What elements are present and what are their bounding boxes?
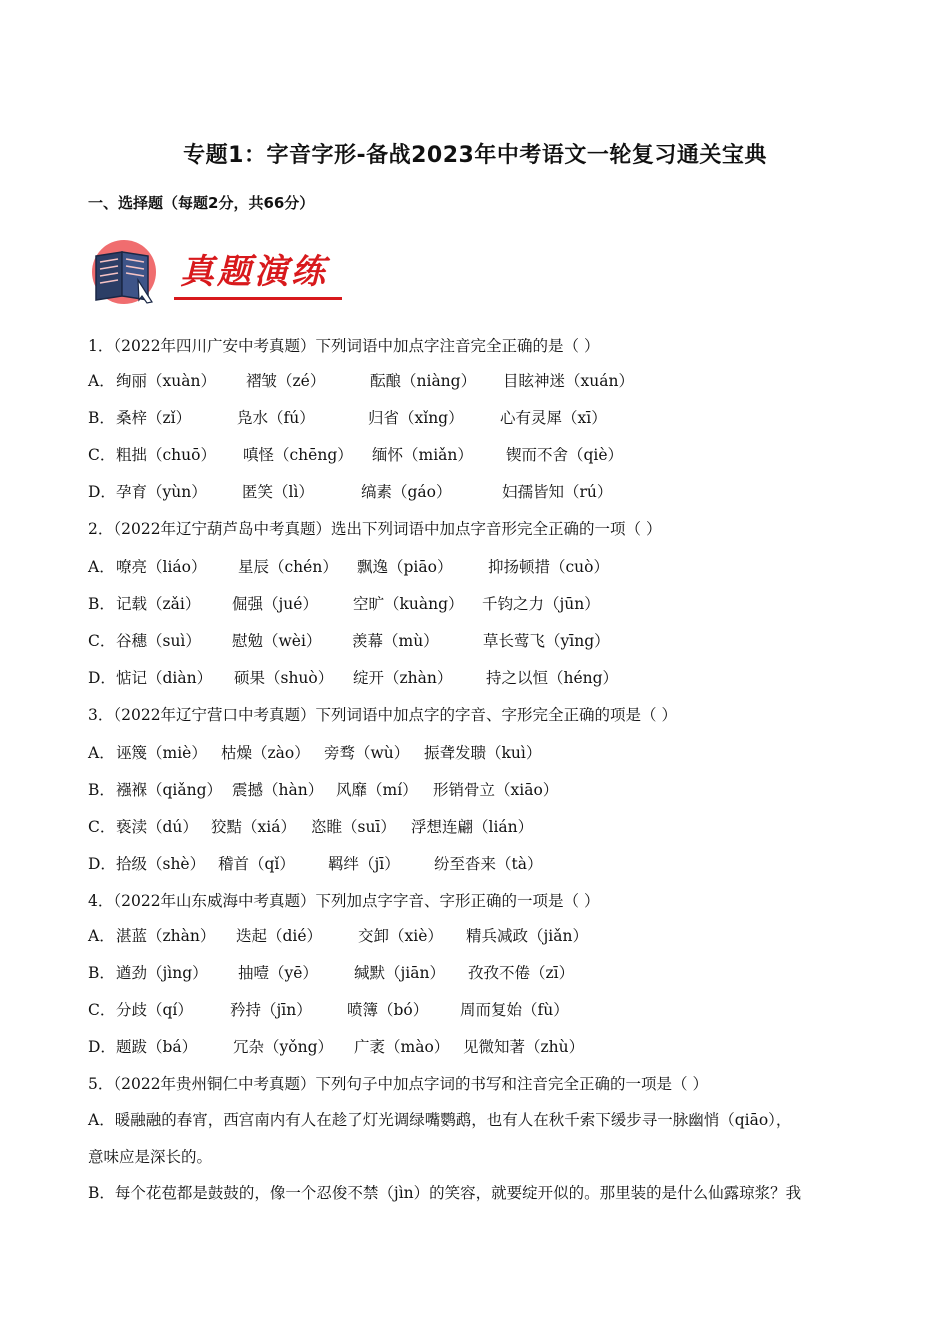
question-stem: 4．（2022年山东威海中考真题）下列加点字字音、字形正确的一项是（ ）: [88, 892, 600, 910]
option-term: 凫水（fú）: [237, 409, 315, 427]
section-heading: 一、选择题（每题2分，共66分）: [88, 194, 315, 212]
option-letter: C．: [88, 1001, 116, 1019]
option-term: 湛蓝（zhàn）: [116, 927, 216, 945]
option-term: 粗拙（chuō）: [116, 446, 216, 464]
page-title: 专题1：字音字形-备战2023年中考语文一轮复习通关宝典: [183, 143, 767, 168]
option-letter: A．: [88, 744, 115, 762]
option-term: 抽噎（yē）: [238, 964, 318, 982]
banner-underline: [174, 297, 342, 300]
option-term: 精兵减政（jiǎn）: [466, 927, 588, 945]
option-term: 矜持（jīn）: [230, 1001, 312, 1019]
banner: [86, 238, 356, 310]
option-term: 恣睢（suī）: [311, 818, 396, 836]
option-term: 缄默（jiān）: [354, 964, 445, 982]
option-letter: C．: [88, 446, 116, 464]
option-paragraph: 意味应是深长的。: [88, 1148, 213, 1166]
option-term: 震撼（hàn）: [232, 781, 324, 799]
banner-title: 真题演练: [180, 252, 328, 292]
option-term: 惦记（diàn）: [116, 669, 213, 687]
option-term: 桑梓（zǐ）: [116, 409, 192, 427]
option-term: 硕果（shuò）: [234, 669, 334, 687]
option-letter: D．: [88, 855, 116, 873]
option-term: 缟素（gáo）: [361, 483, 452, 501]
option-term: 诬篾（miè）: [116, 744, 207, 762]
option-term: 心有灵犀（xī）: [500, 409, 607, 427]
option-term: 旁骛（wù）: [324, 744, 410, 762]
option-term: 分歧（qí）: [116, 1001, 193, 1019]
option-term: 目眩神迷（xuán）: [503, 372, 634, 390]
option-letter: C．: [88, 818, 116, 836]
option-letter: A．: [88, 927, 115, 945]
question-stem: 5．（2022年贵州铜仁中考真题）下列句子中加点字词的书写和注音完全正确的一项是（ ）: [88, 1075, 708, 1093]
option-term: 振聋发聩（kuì）: [424, 744, 542, 762]
option-term: 持之以恒（héng）: [486, 669, 619, 687]
option-term: 抑扬顿措（cuò）: [488, 558, 609, 576]
option-letter: B．: [88, 409, 115, 427]
option-letter: B．: [88, 781, 115, 799]
option-letter: A．: [88, 372, 115, 390]
option-term: 记载（zǎi）: [116, 595, 201, 613]
option-term: 见微知著（zhù）: [463, 1038, 585, 1056]
option-term: 喷簿（bó）: [347, 1001, 429, 1019]
option-paragraph: B．每个花苞都是鼓鼓的，像一个忍俊不禁（jìn）的笑容，就要绽开似的。那里装的是什么仙露琼浆？我: [88, 1184, 802, 1202]
option-term: 绽开（zhàn）: [353, 669, 453, 687]
option-letter: C．: [88, 632, 116, 650]
option-term: 缅怀（miǎn）: [372, 446, 473, 464]
book-icon: [86, 238, 166, 310]
option-term: 孜孜不倦（zī）: [468, 964, 575, 982]
option-letter: A．: [88, 558, 115, 576]
option-term: 羁绊（jī）: [328, 855, 400, 873]
option-term: 稽首（qǐ）: [218, 855, 295, 873]
option-term: 慰勉（wèi）: [232, 632, 322, 650]
option-term: 千钧之力（jūn）: [482, 595, 600, 613]
option-letter: D．: [88, 483, 116, 501]
option-term: 酝酿（niàng）: [370, 372, 477, 390]
option-term: 褶皱（zé）: [246, 372, 326, 390]
option-term: 归省（xǐng）: [368, 409, 464, 427]
option-term: 狡黠（xiá）: [211, 818, 296, 836]
option-term: 羡幕（mù）: [352, 632, 439, 650]
option-term: 嗔怪（chēng）: [243, 446, 353, 464]
option-paragraph: A．暖融融的春宵，西宫南内有人在趁了灯光调绿嘴鹦鹉，也有人在秋千索下缓步寻一脉幽悄（qiāo），: [88, 1111, 792, 1129]
question-stem: 1．（2022年四川广安中考真题）下列词语中加点字注音完全正确的是（ ）: [88, 337, 600, 355]
option-term: 广袤（mào）: [354, 1038, 450, 1056]
option-term: 题跋（bá）: [116, 1038, 198, 1056]
option-term: 妇孺皆知（rú）: [502, 483, 613, 501]
option-term: 空旷（kuàng）: [353, 595, 464, 613]
option-term: 遒劲（jìng）: [116, 964, 208, 982]
option-term: 交卸（xiè）: [358, 927, 443, 945]
option-term: 谷穗（suì）: [116, 632, 201, 650]
option-term: 襁褓（qiǎng）: [116, 781, 223, 799]
option-term: 纷至沓来（tà）: [434, 855, 543, 873]
option-letter: B．: [88, 964, 115, 982]
question-stem: 2．（2022年辽宁葫芦岛中考真题）选出下列词语中加点字音形完全正确的一项（ ）: [88, 520, 662, 538]
option-term: 风靡（mí）: [336, 781, 418, 799]
option-term: 枯燥（zào）: [221, 744, 310, 762]
option-term: 冗杂（yǒng）: [233, 1038, 333, 1056]
option-term: 倔强（jué）: [232, 595, 318, 613]
option-letter: D．: [88, 669, 116, 687]
option-term: 匿笑（lì）: [242, 483, 314, 501]
option-term: 嘹亮（liáo）: [116, 558, 207, 576]
option-letter: B．: [88, 595, 115, 613]
option-term: 草长莺飞（yīng）: [483, 632, 610, 650]
option-term: 亵渎（dú）: [116, 818, 198, 836]
option-term: 形销骨立（xiāo）: [433, 781, 559, 799]
option-term: 浮想连翩（lián）: [411, 818, 534, 836]
option-term: 锲而不舍（qiè）: [506, 446, 624, 464]
option-term: 星辰（chén）: [238, 558, 338, 576]
option-term: 迭起（dié）: [236, 927, 323, 945]
option-term: 绚丽（xuàn）: [116, 372, 216, 390]
option-letter: D．: [88, 1038, 116, 1056]
option-term: 拾级（shè）: [116, 855, 206, 873]
option-term: 孕育（yùn）: [116, 483, 207, 501]
question-stem: 3．（2022年辽宁营口中考真题）下列词语中加点字的字音、字形完全正确的项是（ ）: [88, 706, 677, 724]
option-term: 飘逸（piāo）: [357, 558, 453, 576]
option-term: 周而复始（fù）: [460, 1001, 569, 1019]
